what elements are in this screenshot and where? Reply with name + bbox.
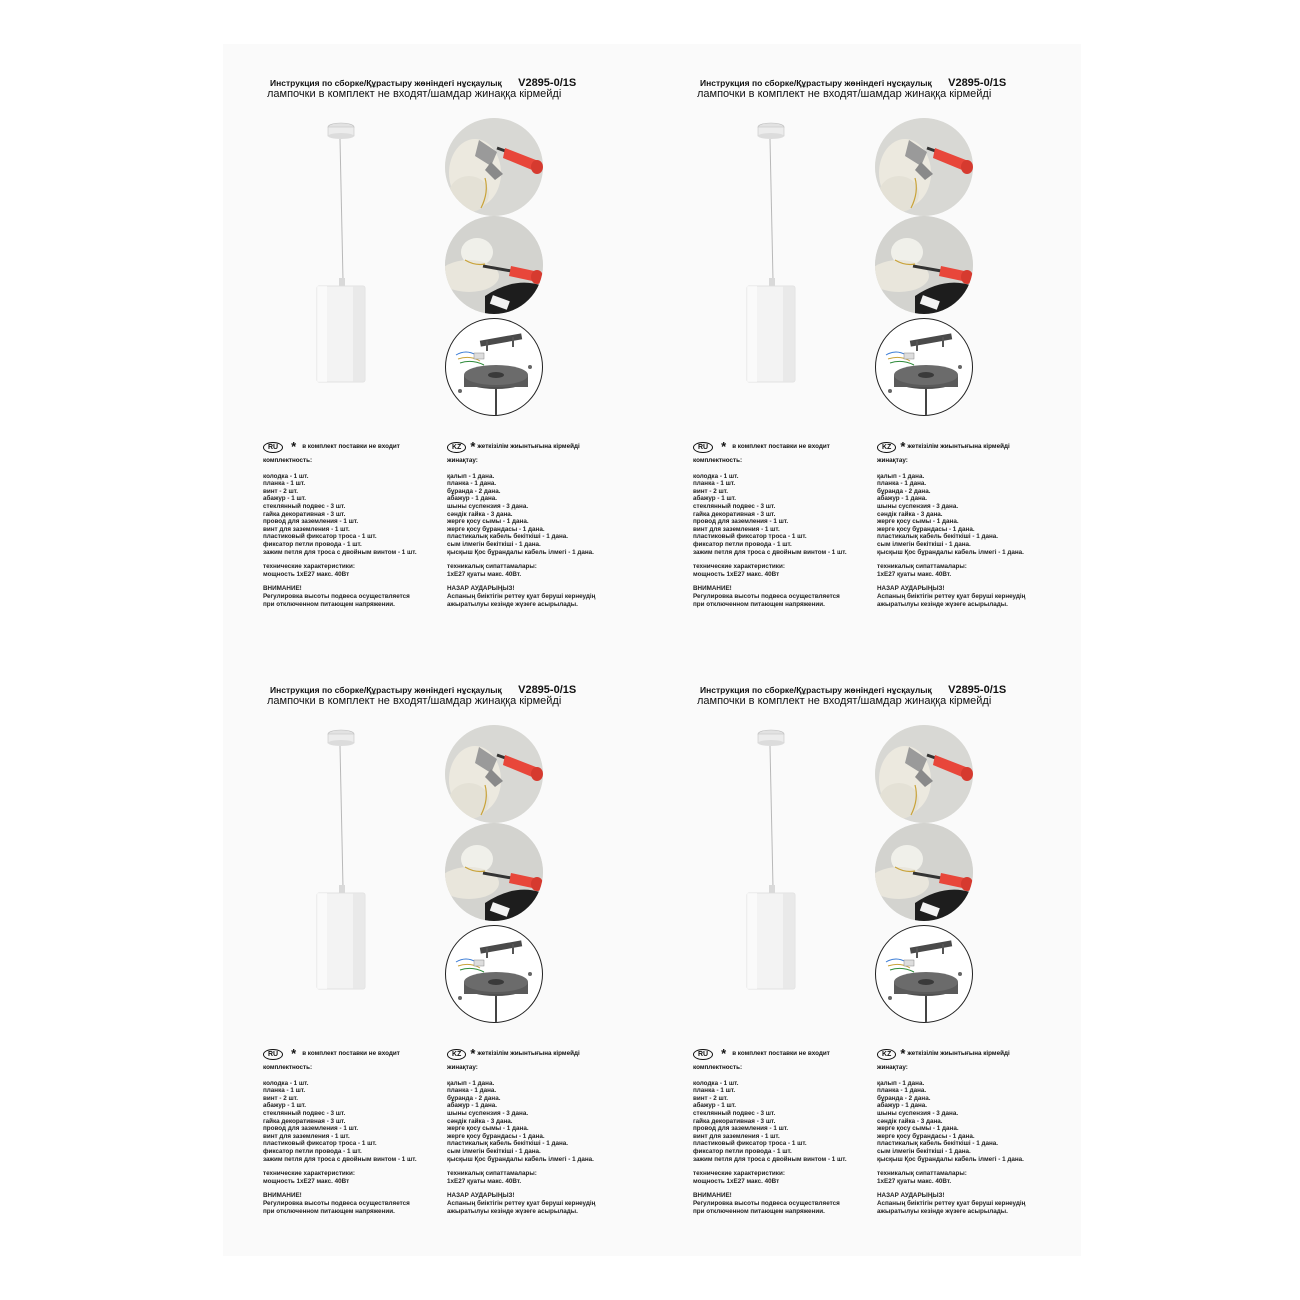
- list-item: зажим петля для троса с двойным винтом - 1 шт.: [693, 548, 847, 556]
- list-item: пластиковый фиксатор троса - 1 шт.: [693, 533, 807, 541]
- ru-badge: RU: [263, 1049, 283, 1060]
- model-code: V2895-0/1S: [518, 684, 577, 696]
- ru-specs-label: технические характеристики:: [263, 1170, 355, 1178]
- list-item: колодка - 1 шт.: [693, 1079, 739, 1087]
- list-item: сым ілмегін бекіткіші - 1 дана.: [877, 1147, 971, 1155]
- list-item: жерге қосу сымы - 1 дана.: [447, 518, 529, 526]
- kz-warning-line: ажыратылуы кезінде жүзеге асырылады.: [447, 1207, 578, 1215]
- ru-warning-label: ВНИМАНИЕ!: [263, 585, 302, 593]
- kz-warning: [447, 1192, 595, 1215]
- kz-kit-label: жинақтау:: [877, 457, 908, 464]
- list-item: сәндік гайка - 3 дана.: [447, 1117, 513, 1125]
- kz-star-note: жеткізілім жиынтығына кірмейді: [907, 443, 1010, 451]
- asterisk-icon: *: [721, 1046, 727, 1061]
- ru-kit-list: [263, 473, 417, 557]
- kz-kit-list: [447, 473, 595, 557]
- asterisk-icon: *: [470, 439, 476, 454]
- kz-specs: [877, 1170, 1025, 1185]
- list-item: стеклянный подвес - 3 шт.: [693, 502, 776, 510]
- assembly-step-1-image: [445, 118, 543, 216]
- list-item: планка - 1 шт.: [693, 1087, 736, 1095]
- list-item: пластикалық кабель бекіткіші - 1 дана.: [877, 1140, 999, 1148]
- ru-specs-value: мощность 1хE27 макс. 40Вт: [693, 1177, 780, 1185]
- list-item: колодка - 1 шт.: [263, 472, 309, 480]
- kz-specs: [877, 563, 1025, 578]
- list-item: зажим петля для троса с двойным винтом - 1 шт.: [263, 548, 417, 556]
- ru-column: [263, 1047, 417, 1215]
- ru-specs-value: мощность 1хE27 макс. 40Вт: [263, 1177, 350, 1185]
- kz-kit-list: [877, 1080, 1025, 1164]
- list-item: қалып - 1 дана.: [447, 472, 495, 480]
- ru-specs: [693, 563, 847, 578]
- list-item: жерге қосу бұрандасы - 1 дана.: [447, 1132, 545, 1140]
- ru-warning-label: ВНИМАНИЕ!: [263, 1192, 302, 1200]
- doc-subtitle: лампочки в комплект не входят/шамдар жинаққа кірмейді: [697, 695, 992, 707]
- ru-badge: RU: [693, 442, 713, 453]
- list-item: фиксатор петли провода - 1 шт.: [263, 540, 362, 548]
- list-item: абажур - 1 шт.: [693, 1102, 736, 1110]
- list-item: жерге қосу бұрандасы - 1 дана.: [877, 525, 975, 533]
- ru-specs: [263, 563, 417, 578]
- kz-warning-line: ажыратылуы кезінде жүзеге асырылады.: [877, 600, 1008, 608]
- list-item: винт - 2 шт.: [693, 487, 729, 495]
- kz-kit-label: жинақтау:: [447, 1064, 478, 1071]
- assembly-step-2-image: [875, 216, 973, 314]
- list-item: жерге қосу сымы - 1 дана.: [877, 518, 959, 526]
- ru-warning-line: Регулировка высоты подвеса осуществляется: [263, 592, 410, 600]
- assembly-step-2-image: [875, 823, 973, 921]
- kz-specs-value: 1хE27 қуаты макс. 40Вт.: [877, 1177, 952, 1185]
- kz-warning: [877, 585, 1025, 608]
- kz-star-note: жеткізілім жиынтығына кірмейді: [907, 1050, 1010, 1058]
- doc-subtitle: лампочки в комплект не входят/шамдар жинаққа кірмейді: [267, 695, 562, 707]
- list-item: винт - 2 шт.: [263, 487, 299, 495]
- list-item: шыны суспензия - 3 дана.: [877, 1109, 959, 1117]
- doc-subtitle: лампочки в комплект не входят/шамдар жинаққа кірмейді: [697, 88, 992, 100]
- list-item: сым ілмегін бекіткіші - 1 дана.: [447, 1147, 541, 1155]
- list-item: планка - 1 дана.: [447, 480, 497, 488]
- kz-kit-list: [447, 1080, 595, 1164]
- ru-specs: [693, 1170, 847, 1185]
- ru-warning-label: ВНИМАНИЕ!: [693, 1192, 732, 1200]
- list-item: планка - 1 шт.: [263, 1087, 306, 1095]
- instruction-copy: [653, 651, 1073, 1231]
- assembly-step-2-image: [445, 216, 543, 314]
- kz-specs: [447, 1170, 595, 1185]
- list-item: сәндік гайка - 3 дана.: [877, 510, 943, 518]
- model-code: V2895-0/1S: [948, 684, 1007, 696]
- kz-kit-label: жинақтау:: [877, 1064, 908, 1071]
- list-item: колодка - 1 шт.: [693, 472, 739, 480]
- ru-warning-line: Регулировка высоты подвеса осуществляется: [263, 1199, 410, 1207]
- list-item: жерге қосу бұрандасы - 1 дана.: [877, 1132, 975, 1140]
- list-item: планка - 1 шт.: [263, 480, 306, 488]
- list-item: қысқыш Қос бұрандалы кабель ілмегі - 1 дана.: [447, 1155, 594, 1163]
- list-item: пластикалық кабель бекіткіші - 1 дана.: [447, 1140, 569, 1148]
- pendant-lamp-image: [745, 727, 797, 991]
- ru-kit-label: комплектность:: [693, 1064, 743, 1071]
- ru-star-note: в комплект поставки не входит: [302, 443, 400, 451]
- ru-warning: [263, 585, 417, 608]
- ru-kit-label: комплектность:: [693, 457, 743, 464]
- list-item: қысқыш Қос бұрандалы кабель ілмегі - 1 дана.: [877, 548, 1024, 556]
- ru-specs-label: технические характеристики:: [693, 563, 785, 571]
- kz-warning-label: НАЗАР АУДАРЫҢЫЗ!: [447, 585, 515, 593]
- list-item: планка - 1 дана.: [877, 480, 927, 488]
- ru-kit-list: [693, 473, 847, 557]
- list-item: жерге қосу сымы - 1 дана.: [877, 1125, 959, 1133]
- kz-badge: KZ: [877, 1049, 896, 1060]
- ru-warning-line: при отключенном питающем напряжении.: [693, 1207, 825, 1215]
- list-item: винт для заземления - 1 шт.: [263, 525, 350, 533]
- list-item: гайка декоративная - 3 шт.: [693, 510, 776, 518]
- list-item: сәндік гайка - 3 дана.: [877, 1117, 943, 1125]
- kz-warning-label: НАЗАР АУДАРЫҢЫЗ!: [877, 1192, 945, 1200]
- list-item: винт - 2 шт.: [693, 1094, 729, 1102]
- list-item: провод для заземления - 1 шт.: [263, 518, 359, 526]
- ru-kit-label: комплектность:: [263, 1064, 313, 1071]
- kz-warning-line: ажыратылуы кезінде жүзеге асырылады.: [877, 1207, 1008, 1215]
- assembly-step-1-image: [445, 725, 543, 823]
- kz-warning-line: Аспаның биіктігін реттеу қуат беруші кернеудің: [447, 1199, 596, 1207]
- ru-column: [693, 440, 847, 608]
- asterisk-icon: *: [900, 439, 906, 454]
- list-item: планка - 1 дана.: [447, 1087, 497, 1095]
- assembly-step-3-image: [875, 925, 973, 1023]
- instruction-copy: [223, 651, 643, 1231]
- ru-star-note: в комплект поставки не входит: [732, 443, 830, 451]
- list-item: стеклянный подвес - 3 шт.: [263, 502, 346, 510]
- list-item: колодка - 1 шт.: [263, 1079, 309, 1087]
- asterisk-icon: *: [291, 439, 297, 454]
- kz-specs-label: техникалық сипаттамалары:: [447, 1170, 537, 1178]
- ru-badge: RU: [263, 442, 283, 453]
- kz-column: [877, 1047, 1025, 1215]
- pendant-lamp-image: [315, 120, 367, 384]
- list-item: шыны суспензия - 3 дана.: [447, 1109, 529, 1117]
- list-item: винт для заземления - 1 шт.: [693, 1132, 780, 1140]
- kz-warning-line: ажыратылуы кезінде жүзеге асырылады.: [447, 600, 578, 608]
- ru-kit-list: [693, 1080, 847, 1164]
- assembly-step-2-image: [445, 823, 543, 921]
- list-item: гайка декоративная - 3 шт.: [263, 1117, 346, 1125]
- kz-warning-line: Аспаның биіктігін реттеу қуат беруші кернеудің: [877, 1199, 1026, 1207]
- assembly-step-3-image: [875, 318, 973, 416]
- instruction-copy: [223, 44, 643, 624]
- assembly-step-3-image: [445, 318, 543, 416]
- ru-kit-list: [263, 1080, 417, 1164]
- list-item: шыны суспензия - 3 дана.: [447, 502, 529, 510]
- list-item: бұранда - 2 дана.: [447, 487, 501, 495]
- list-item: провод для заземления - 1 шт.: [263, 1125, 359, 1133]
- doc-subtitle: лампочки в комплект не входят/шамдар жинаққа кірмейді: [267, 88, 562, 100]
- ru-warning-label: ВНИМАНИЕ!: [693, 585, 732, 593]
- list-item: жерге қосу сымы - 1 дана.: [447, 1125, 529, 1133]
- list-item: зажим петля для троса с двойным винтом - 1 шт.: [693, 1155, 847, 1163]
- pendant-lamp-image: [315, 727, 367, 991]
- list-item: фиксатор петли провода - 1 шт.: [693, 1147, 792, 1155]
- list-item: абажур - 1 дана.: [447, 1102, 498, 1110]
- ru-warning-line: при отключенном питающем напряжении.: [263, 1207, 395, 1215]
- list-item: абажур - 1 шт.: [693, 495, 736, 503]
- list-item: пластиковый фиксатор троса - 1 шт.: [263, 533, 377, 541]
- list-item: провод для заземления - 1 шт.: [693, 1125, 789, 1133]
- kz-column: [447, 1047, 595, 1215]
- list-item: қалып - 1 дана.: [877, 472, 925, 480]
- list-item: провод для заземления - 1 шт.: [693, 518, 789, 526]
- title-text: Инструкция по сборке/Құрастыру жөніндегі нұсқаулық: [700, 78, 932, 88]
- list-item: сәндік гайка - 3 дана.: [447, 510, 513, 518]
- kz-warning: [877, 1192, 1025, 1215]
- list-item: планка - 1 шт.: [693, 480, 736, 488]
- list-item: гайка декоративная - 3 шт.: [263, 510, 346, 518]
- assembly-step-3-image: [445, 925, 543, 1023]
- kz-star-note: жеткізілім жиынтығына кірмейді: [477, 443, 580, 451]
- kz-warning-label: НАЗАР АУДАРЫҢЫЗ!: [447, 1192, 515, 1200]
- ru-kit-label: комплектность:: [263, 457, 313, 464]
- ru-warning: [693, 1192, 847, 1215]
- list-item: сым ілмегін бекіткіші - 1 дана.: [877, 540, 971, 548]
- kz-column: [447, 440, 595, 608]
- kz-warning-label: НАЗАР АУДАРЫҢЫЗ!: [877, 585, 945, 593]
- list-item: сым ілмегін бекіткіші - 1 дана.: [447, 540, 541, 548]
- kz-specs-value: 1хE27 қуаты макс. 40Вт.: [877, 570, 952, 578]
- list-item: винт - 2 шт.: [263, 1094, 299, 1102]
- ru-specs-value: мощность 1хE27 макс. 40Вт: [693, 570, 780, 578]
- list-item: планка - 1 дана.: [877, 1087, 927, 1095]
- kz-warning-line: Аспаның биіктігін реттеу қуат беруші кернеудің: [877, 592, 1026, 600]
- kz-warning: [447, 585, 595, 608]
- kz-star-note: жеткізілім жиынтығына кірмейді: [477, 1050, 580, 1058]
- list-item: пластикалық кабель бекіткіші - 1 дана.: [447, 533, 569, 541]
- list-item: шыны суспензия - 3 дана.: [877, 502, 959, 510]
- ru-column: [693, 1047, 847, 1215]
- ru-specs-label: технические характеристики:: [263, 563, 355, 571]
- list-item: абажур - 1 дана.: [447, 495, 498, 503]
- list-item: гайка декоративная - 3 шт.: [693, 1117, 776, 1125]
- list-item: қысқыш Қос бұрандалы кабель ілмегі - 1 дана.: [877, 1155, 1024, 1163]
- ru-column: [263, 440, 417, 608]
- list-item: пластикалық кабель бекіткіші - 1 дана.: [877, 533, 999, 541]
- ru-warning-line: при отключенном питающем напряжении.: [693, 600, 825, 608]
- kz-badge: KZ: [447, 442, 466, 453]
- title-text: Инструкция по сборке/Құрастыру жөніндегі нұсқаулық: [700, 685, 932, 695]
- list-item: фиксатор петли провода - 1 шт.: [263, 1147, 362, 1155]
- model-code: V2895-0/1S: [948, 77, 1007, 89]
- list-item: қысқыш Қос бұрандалы кабель ілмегі - 1 дана.: [447, 548, 594, 556]
- kz-kit-label: жинақтау:: [447, 457, 478, 464]
- model-code: V2895-0/1S: [518, 77, 577, 89]
- kz-column: [877, 440, 1025, 608]
- instruction-copy: [653, 44, 1073, 624]
- ru-star-note: в комплект поставки не входит: [732, 1050, 830, 1058]
- kz-specs-label: техникалық сипаттамалары:: [877, 563, 967, 571]
- kz-badge: KZ: [447, 1049, 466, 1060]
- title-text: Инструкция по сборке/Құрастыру жөніндегі нұсқаулық: [270, 685, 502, 695]
- list-item: стеклянный подвес - 3 шт.: [693, 1109, 776, 1117]
- title-text: Инструкция по сборке/Құрастыру жөніндегі нұсқаулық: [270, 78, 502, 88]
- kz-badge: KZ: [877, 442, 896, 453]
- list-item: абажур - 1 шт.: [263, 495, 306, 503]
- list-item: жерге қосу бұрандасы - 1 дана.: [447, 525, 545, 533]
- ru-warning: [693, 585, 847, 608]
- list-item: бұранда - 2 дана.: [877, 1094, 931, 1102]
- assembly-step-1-image: [875, 118, 973, 216]
- list-item: бұранда - 2 дана.: [877, 487, 931, 495]
- kz-kit-list: [877, 473, 1025, 557]
- ru-warning-line: Регулировка высоты подвеса осуществляется: [693, 592, 840, 600]
- list-item: қалып - 1 дана.: [447, 1079, 495, 1087]
- list-item: пластиковый фиксатор троса - 1 шт.: [263, 1140, 377, 1148]
- list-item: пластиковый фиксатор троса - 1 шт.: [693, 1140, 807, 1148]
- list-item: абажур - 1 дана.: [877, 495, 928, 503]
- list-item: абажур - 1 дана.: [877, 1102, 928, 1110]
- kz-specs-value: 1хE27 қуаты макс. 40Вт.: [447, 1177, 522, 1185]
- list-item: фиксатор петли провода - 1 шт.: [693, 540, 792, 548]
- kz-specs-label: техникалық сипаттамалары:: [877, 1170, 967, 1178]
- pendant-lamp-image: [745, 120, 797, 384]
- ru-warning: [263, 1192, 417, 1215]
- ru-specs: [263, 1170, 417, 1185]
- asterisk-icon: *: [291, 1046, 297, 1061]
- list-item: абажур - 1 шт.: [263, 1102, 306, 1110]
- list-item: зажим петля для троса с двойным винтом - 1 шт.: [263, 1155, 417, 1163]
- list-item: стеклянный подвес - 3 шт.: [263, 1109, 346, 1117]
- instruction-sheet: [223, 44, 1081, 1256]
- list-item: винт для заземления - 1 шт.: [263, 1132, 350, 1140]
- ru-warning-line: Регулировка высоты подвеса осуществляется: [693, 1199, 840, 1207]
- kz-warning-line: Аспаның биіктігін реттеу қуат беруші кернеудің: [447, 592, 596, 600]
- kz-specs: [447, 563, 595, 578]
- assembly-step-1-image: [875, 725, 973, 823]
- kz-specs-value: 1хE27 қуаты макс. 40Вт.: [447, 570, 522, 578]
- ru-star-note: в комплект поставки не входит: [302, 1050, 400, 1058]
- asterisk-icon: *: [900, 1046, 906, 1061]
- list-item: винт для заземления - 1 шт.: [693, 525, 780, 533]
- list-item: бұранда - 2 дана.: [447, 1094, 501, 1102]
- asterisk-icon: *: [470, 1046, 476, 1061]
- ru-specs-label: технические характеристики:: [693, 1170, 785, 1178]
- asterisk-icon: *: [721, 439, 727, 454]
- ru-warning-line: при отключенном питающем напряжении.: [263, 600, 395, 608]
- ru-specs-value: мощность 1хE27 макс. 40Вт: [263, 570, 350, 578]
- kz-specs-label: техникалық сипаттамалары:: [447, 563, 537, 571]
- ru-badge: RU: [693, 1049, 713, 1060]
- list-item: қалып - 1 дана.: [877, 1079, 925, 1087]
